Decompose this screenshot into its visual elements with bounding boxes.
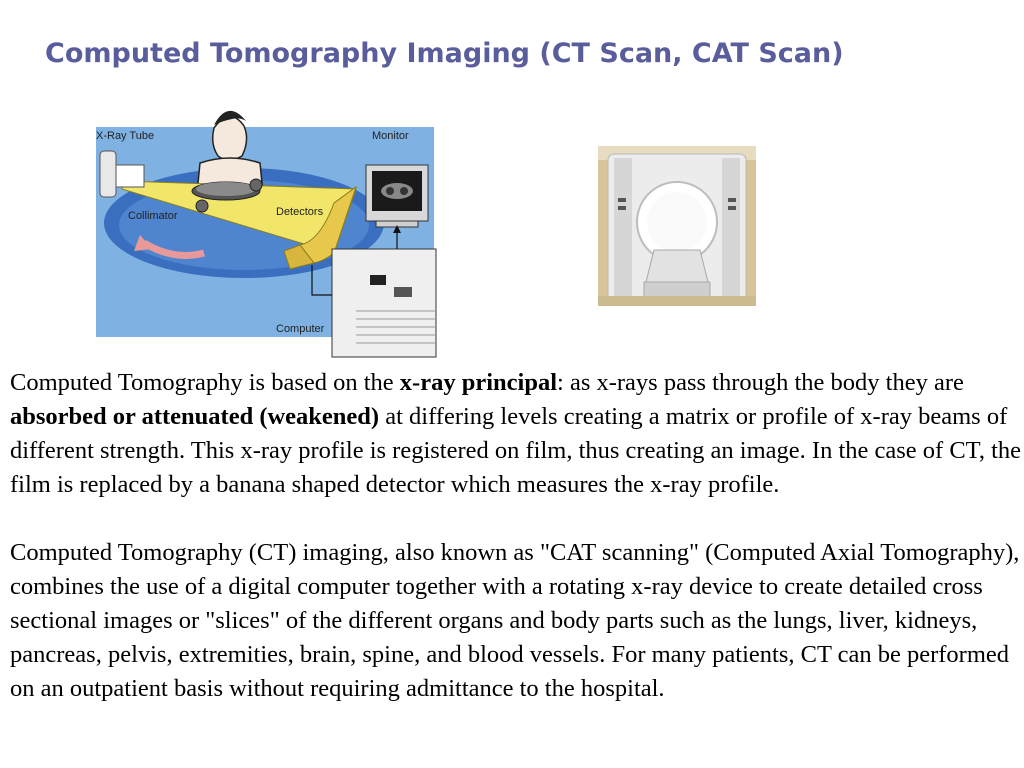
- patient-table: [646, 250, 708, 282]
- page-title: Computed Tomography Imaging (CT Scan, CAT Scan): [45, 38, 844, 69]
- paragraph-1-bold-1: x-ray principal: [399, 369, 558, 396]
- body-text: [10, 366, 1022, 706]
- paragraph-1-bold-2: absorbed or attenuated (weakened): [10, 403, 380, 430]
- computer-graphic: [332, 249, 436, 357]
- paragraph-1-part-1: Computed Tomography is based on the: [10, 369, 400, 396]
- ct-diagram: [94, 103, 438, 359]
- monitor-graphic: [366, 165, 428, 227]
- ct-scanner-photo: [598, 146, 756, 306]
- label-collimator: Collimator: [128, 210, 178, 222]
- paragraph-1-part-2: : as x-rays pass through the body they are: [557, 369, 964, 396]
- paragraph-1: [10, 366, 1022, 502]
- label-xray-tube: X-Ray Tube: [96, 130, 155, 142]
- paragraph-2: Computed Tomography (CT) imaging, also known as "CAT scanning" (Computed Axial Tomography), combines the use of a digital computer together with a rotating x-ray device to create detailed cross sectional images or "slices" of the different organs and body parts such as the lungs, liver, kidneys, pancreas, pelvis, extremities, brain, spine, and blood vessels. For many patients, CT can be performed on an outpatient basis without requiring admittance to the hospital.: [10, 539, 1020, 702]
- label-detectors: Detectors: [276, 206, 324, 218]
- label-computer: Computer: [276, 323, 325, 335]
- paragraph-1-part-3: at differing levels creating a matrix or profile of x-ray beams of different strength. This x-ray profile is registered on film, thus creating an image. In the case of CT, the film is replaced by a banana shaped detector which measures the x-ray profile.: [10, 403, 1021, 498]
- label-monitor: Monitor: [372, 130, 409, 142]
